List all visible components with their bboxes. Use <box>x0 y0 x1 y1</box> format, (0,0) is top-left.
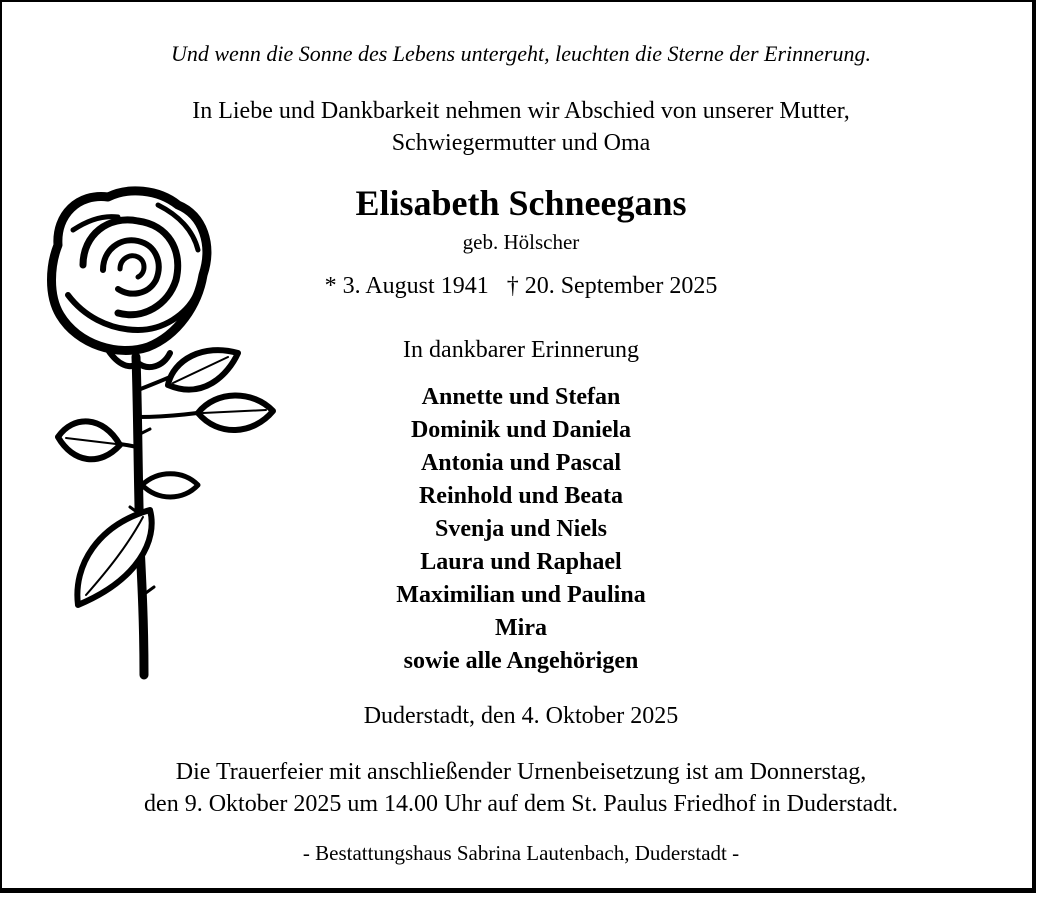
motto-quote: Und wenn die Sonne des Lebens untergeht, leuchten die Sterne der Erinnerung. <box>171 41 871 66</box>
mourner-entry: Annette und Stefan <box>421 384 621 410</box>
remembrance-heading: In dankbarer Erinnerung <box>403 337 639 363</box>
death-date: † 20. September 2025 <box>506 273 718 299</box>
funeral-home: - Bestattungshaus Sabrina Lautenbach, Duderstadt - <box>302 841 740 865</box>
mourner-entry: Antonia und Pascal <box>420 450 622 476</box>
mourner-entry: sowie alle Angehörigen <box>403 648 639 674</box>
mourner-entry: Maximilian und Paulina <box>396 582 646 608</box>
maiden-name: geb. Hölscher <box>462 230 580 254</box>
intro-line-2: Schwiegermutter und Oma <box>391 130 651 156</box>
service-line-1: Die Trauerfeier mit anschließender Urnenbeisetzung ist am Donnerstag, <box>175 759 867 785</box>
birth-date: * 3. August 1941 <box>324 273 489 299</box>
deceased-name: Elisabeth Schneegans <box>355 183 687 223</box>
intro-text <box>0 95 1042 159</box>
service-details <box>0 756 1042 820</box>
mourner-entry: Reinhold und Beata <box>418 483 624 509</box>
mourner-entry: Mira <box>495 615 547 641</box>
rose-icon <box>38 185 278 680</box>
place-and-date: Duderstadt, den 4. Oktober 2025 <box>363 703 679 729</box>
service-line-2: den 9. Oktober 2025 um 14.00 Uhr auf dem St. Paulus Friedhof in Duderstadt. <box>144 791 898 817</box>
mourner-entry: Svenja und Niels <box>434 516 608 542</box>
mourner-entry: Laura und Raphael <box>420 549 622 575</box>
mourner-entry: Dominik und Daniela <box>410 417 632 443</box>
intro-line-1: In Liebe und Dankbarkeit nehmen wir Abschied von unserer Mutter, <box>192 98 850 124</box>
